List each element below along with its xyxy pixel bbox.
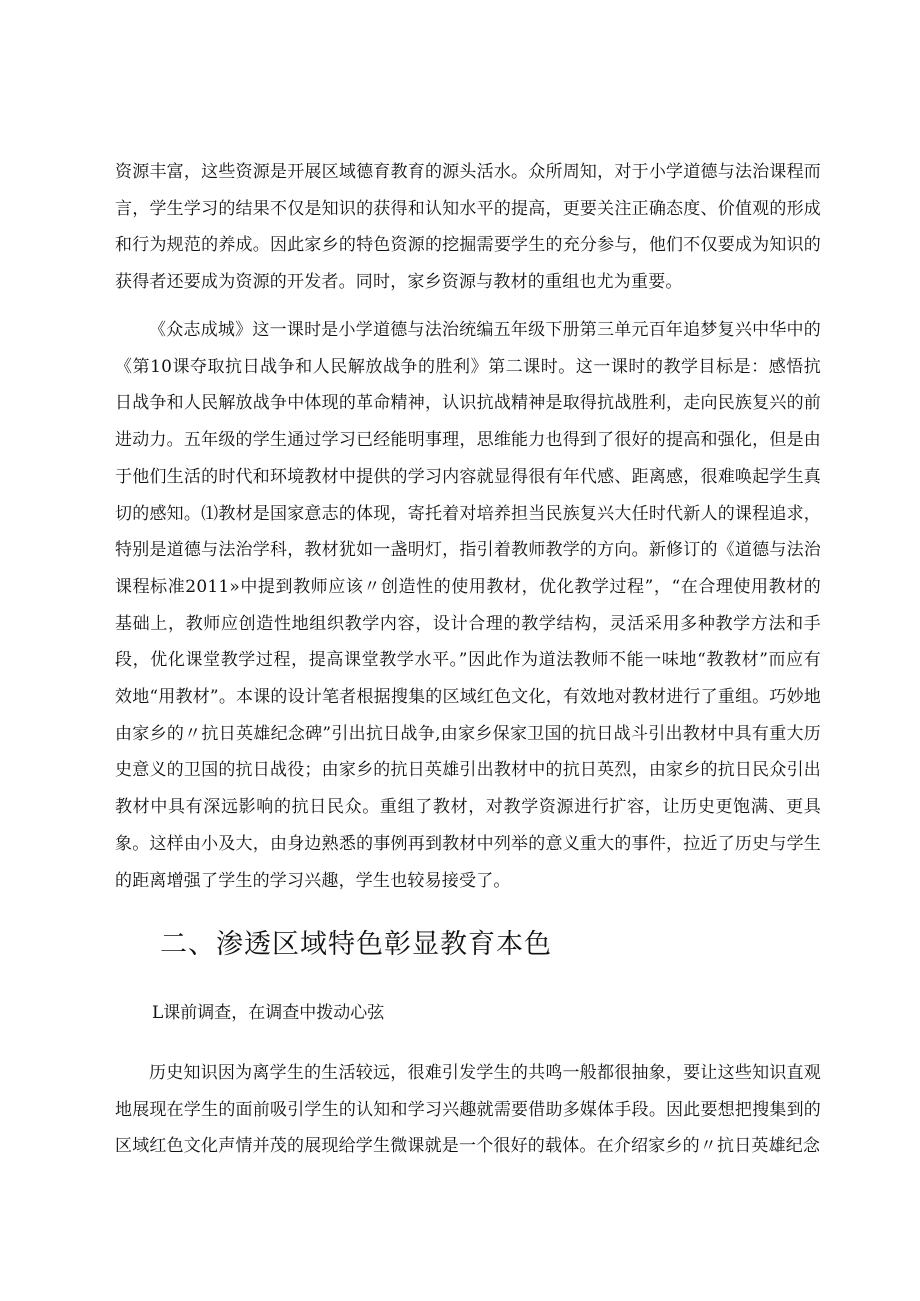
body-paragraph: 《众志成城》这一课时是小学道德与法治统编五年级下册第三单元百年追梦复兴中华中的《第10课夺取抗日战争和人民解放战争的胜利》第二课时。这一课时的教学目标是：感悟抗日战争和人民解放战争中体现的革命精神，认识抗战精神是取得抗战胜利，走向民族复兴的前进动力。五年级的学生通过学习已经能明事理，思维能力也得到了很好的提高和强化，但是由于他们生活的时代和环境教材中提供的学习内容就显得很有年代感、距离感，很难唤起学生真切的感知。⑴教材是国家意志的体现，寄托着对培养担当民族复兴大任时代新人的课程追求，特别是道德与法治学科，教材犹如一盏明灯，指引着教师教学的方向。新修订的《道德与法治课程标准2011»中提到教师应该〃创造性的使用教材，优化教学过程”，“在合理使用教材的基础上，教师应创造性地组织教学内容，设计合理的教学结构，灵活采用多种教学方法和手段，优化课堂教学过程，提高课堂教学水平。”因此作为道法教师不能一味地“教教材”而应有效地“用教材”。本课的设计笔者根据搜集的区域红色文化，有效地对教材进行了重组。巧妙地由家乡的〃抗日英雄纪念碑”引出抗日战争,由家乡保家卫国的抗日战斗引出教材中具有重大历史意义的卫国的抗日战役；由家乡的抗日英雄引出教材中的抗日英烈，由家乡的抗日民众引出教材中具有深远影响的抗日民众。重组了教材，对教学资源进行扩容，让历史更饱满、更具象。这样由小及大，由身边熟悉的事例再到教材中列举的意义重大的事件，拉近了历史与学生的距离增强了学生的学习兴趣，学生也较易接受了。: [115, 320, 821, 891]
subsection-heading: L课前调查，在调查中拨动心弦: [152, 1003, 385, 1023]
body-paragraph: 资源丰富，这些资源是开展区域德育教育的源头活水。众所周知，对于小学道德与法治课程而言，学生学习的结果不仅是知识的获得和认知水平的提高，更要关注正确态度、价值观的形成和行为规范的养成。因此家乡的特色资源的挖掘需要学生的充分参与，他们不仅要成为知识的获得者还要成为资源的开发者。同时，家乡资源与教材的重组也尤为重要。: [115, 162, 821, 293]
section-heading: 二、渗透区域特色彰显教育本色: [160, 929, 552, 960]
body-paragraph: 历史知识因为离学生的生活较远，很难引发学生的共鸣一般都很抽象，要让这些知识直观地展现在学生的面前吸引学生的认知和学习兴趣就需要借助多媒体手段。因此要想把搜集到的区域红色文化声情并茂的展现给学生微课就是一个很好的载体。在介绍家乡的〃抗日英雄纪念: [115, 1063, 821, 1157]
